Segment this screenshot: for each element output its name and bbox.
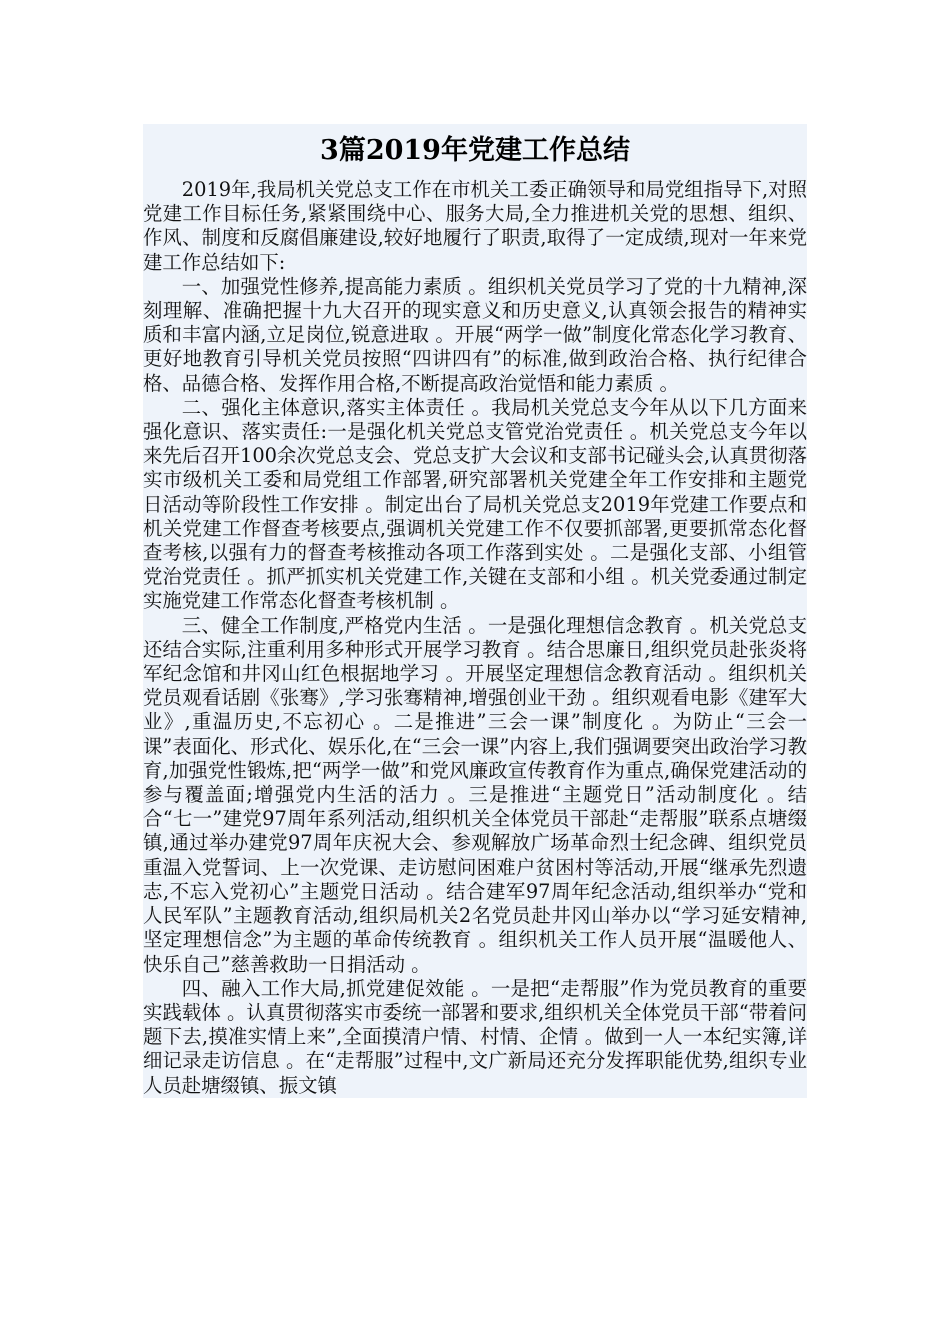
paragraph-intro: 2019年,我局机关党总支工作在市机关工委正确领导和局党组指导下,对照党建工作目标任务,紧紧围绕中心、服务大局,全力推进机关党的思想、组织、作风、制度和反腐倡廉建设,较好地履行了职责,取得了一定成绩,现对一年来党建工作总结如下: [143, 178, 807, 274]
paragraph-section-4: 四、融入工作大局,抓党建促效能 。一是把“走帮服”作为党员教育的重要实践载体 。认真贯彻落实市委统一部署和要求,组织机关全体党员干部“带着问题下去,摸准实情上来”,全面摸清户情、村情、企情 。做到一人一本纪实簿,详细记录走访信息 。在“走帮服”过程中,文广新局还充分发挥职能优势,组织专业人员赴塘缀镇、振文镇 [143, 976, 807, 1097]
paragraph-section-3: 三、健全工作制度,严格党内生活 。一是强化理想信念教育 。机关党总支还结合实际,注重利用多种形式开展学习教育 。结合思廉日,组织党员赴张炎将军纪念馆和井冈山红色根据地学习 。开展坚定理想信念教育活动 。组织机关党员观看话剧《张骞》,学习张骞精神,增强创业干劲 。组织观看电影《建军大业》,重温历史,不忘初心 。二是推进”三会一课”制度化 。为防止“三会一课”表面化、形式化、娱乐化,在“三会一课”内容上,我们强调要突出政治学习教育,加强党性锻炼,把“两学一做”和党风廉政宣传教育作为重点,确保党建活动的参与覆盖面;增强党内生活的活力 。三是推进“主题党日”活动制度化 。结合“七一”建党97周年系列活动,组织机关全体党员干部赴“走帮服”联系点塘缀镇,通过举办建党97周年庆祝大会、参观解放广场革命烈士纪念碑、组织党员重温入党誓词、上一次党课、走访慰问困难户贫困村等活动,开展“继承先烈遗志,不忘入党初心”主题党日活动 。结合建军97周年纪念活动,组织举办“党和人民军队”主题教育活动,组织局机关2名党员赴井冈山举办以“学习延安精神,坚定理想信念”为主题的革命传统教育 。组织机关工作人员开展“温暖他人、快乐自己”慈善救助一日捐活动 。 [143, 613, 807, 976]
paragraph-section-1: 一、加强党性修养,提高能力素质 。组织机关党员学习了党的十九精神,深刻理解、准确把握十九大召开的现实意义和历史意义,认真领会报告的精神实质和丰富内涵,立足岗位,锐意进取 。开展“两学一做”制度化常态化学习教育、更好地教育引导机关党员按照“四讲四有”的标准,做到政治合格、执行纪律合格、品德合格、发挥作用合格,不断提高政治觉悟和能力素质 。 [143, 274, 807, 395]
document-title: 3篇2019年党建工作总结 [320, 135, 630, 166]
paragraph-section-2: 二、强化主体意识,落实主体责任 。我局机关党总支今年从以下几方面来强化意识、落实责任:一是强化机关党总支管党治党责任 。机关党总支今年以来先后召开100余次党总支会、党总支扩大会议和支部书记碰头会,认真贯彻落实市级机关工委和局党组工作部署,研究部署机关党建全年工作安排和主题党日活动等阶段性工作安排 。制定出台了局机关党总支2019年党建工作要点和机关党建工作督查考核要点,强调机关党建工作不仅要抓部署,更要抓常态化督查考核,以强有力的督查考核推动各项工作落到实处 。二是强化支部、小组管党治党责任 。抓严抓实机关党建工作,关键在支部和小组 。机关党委通过制定实施党建工作常态化督查考核机制 。 [143, 395, 807, 613]
document-body [143, 124, 807, 1098]
